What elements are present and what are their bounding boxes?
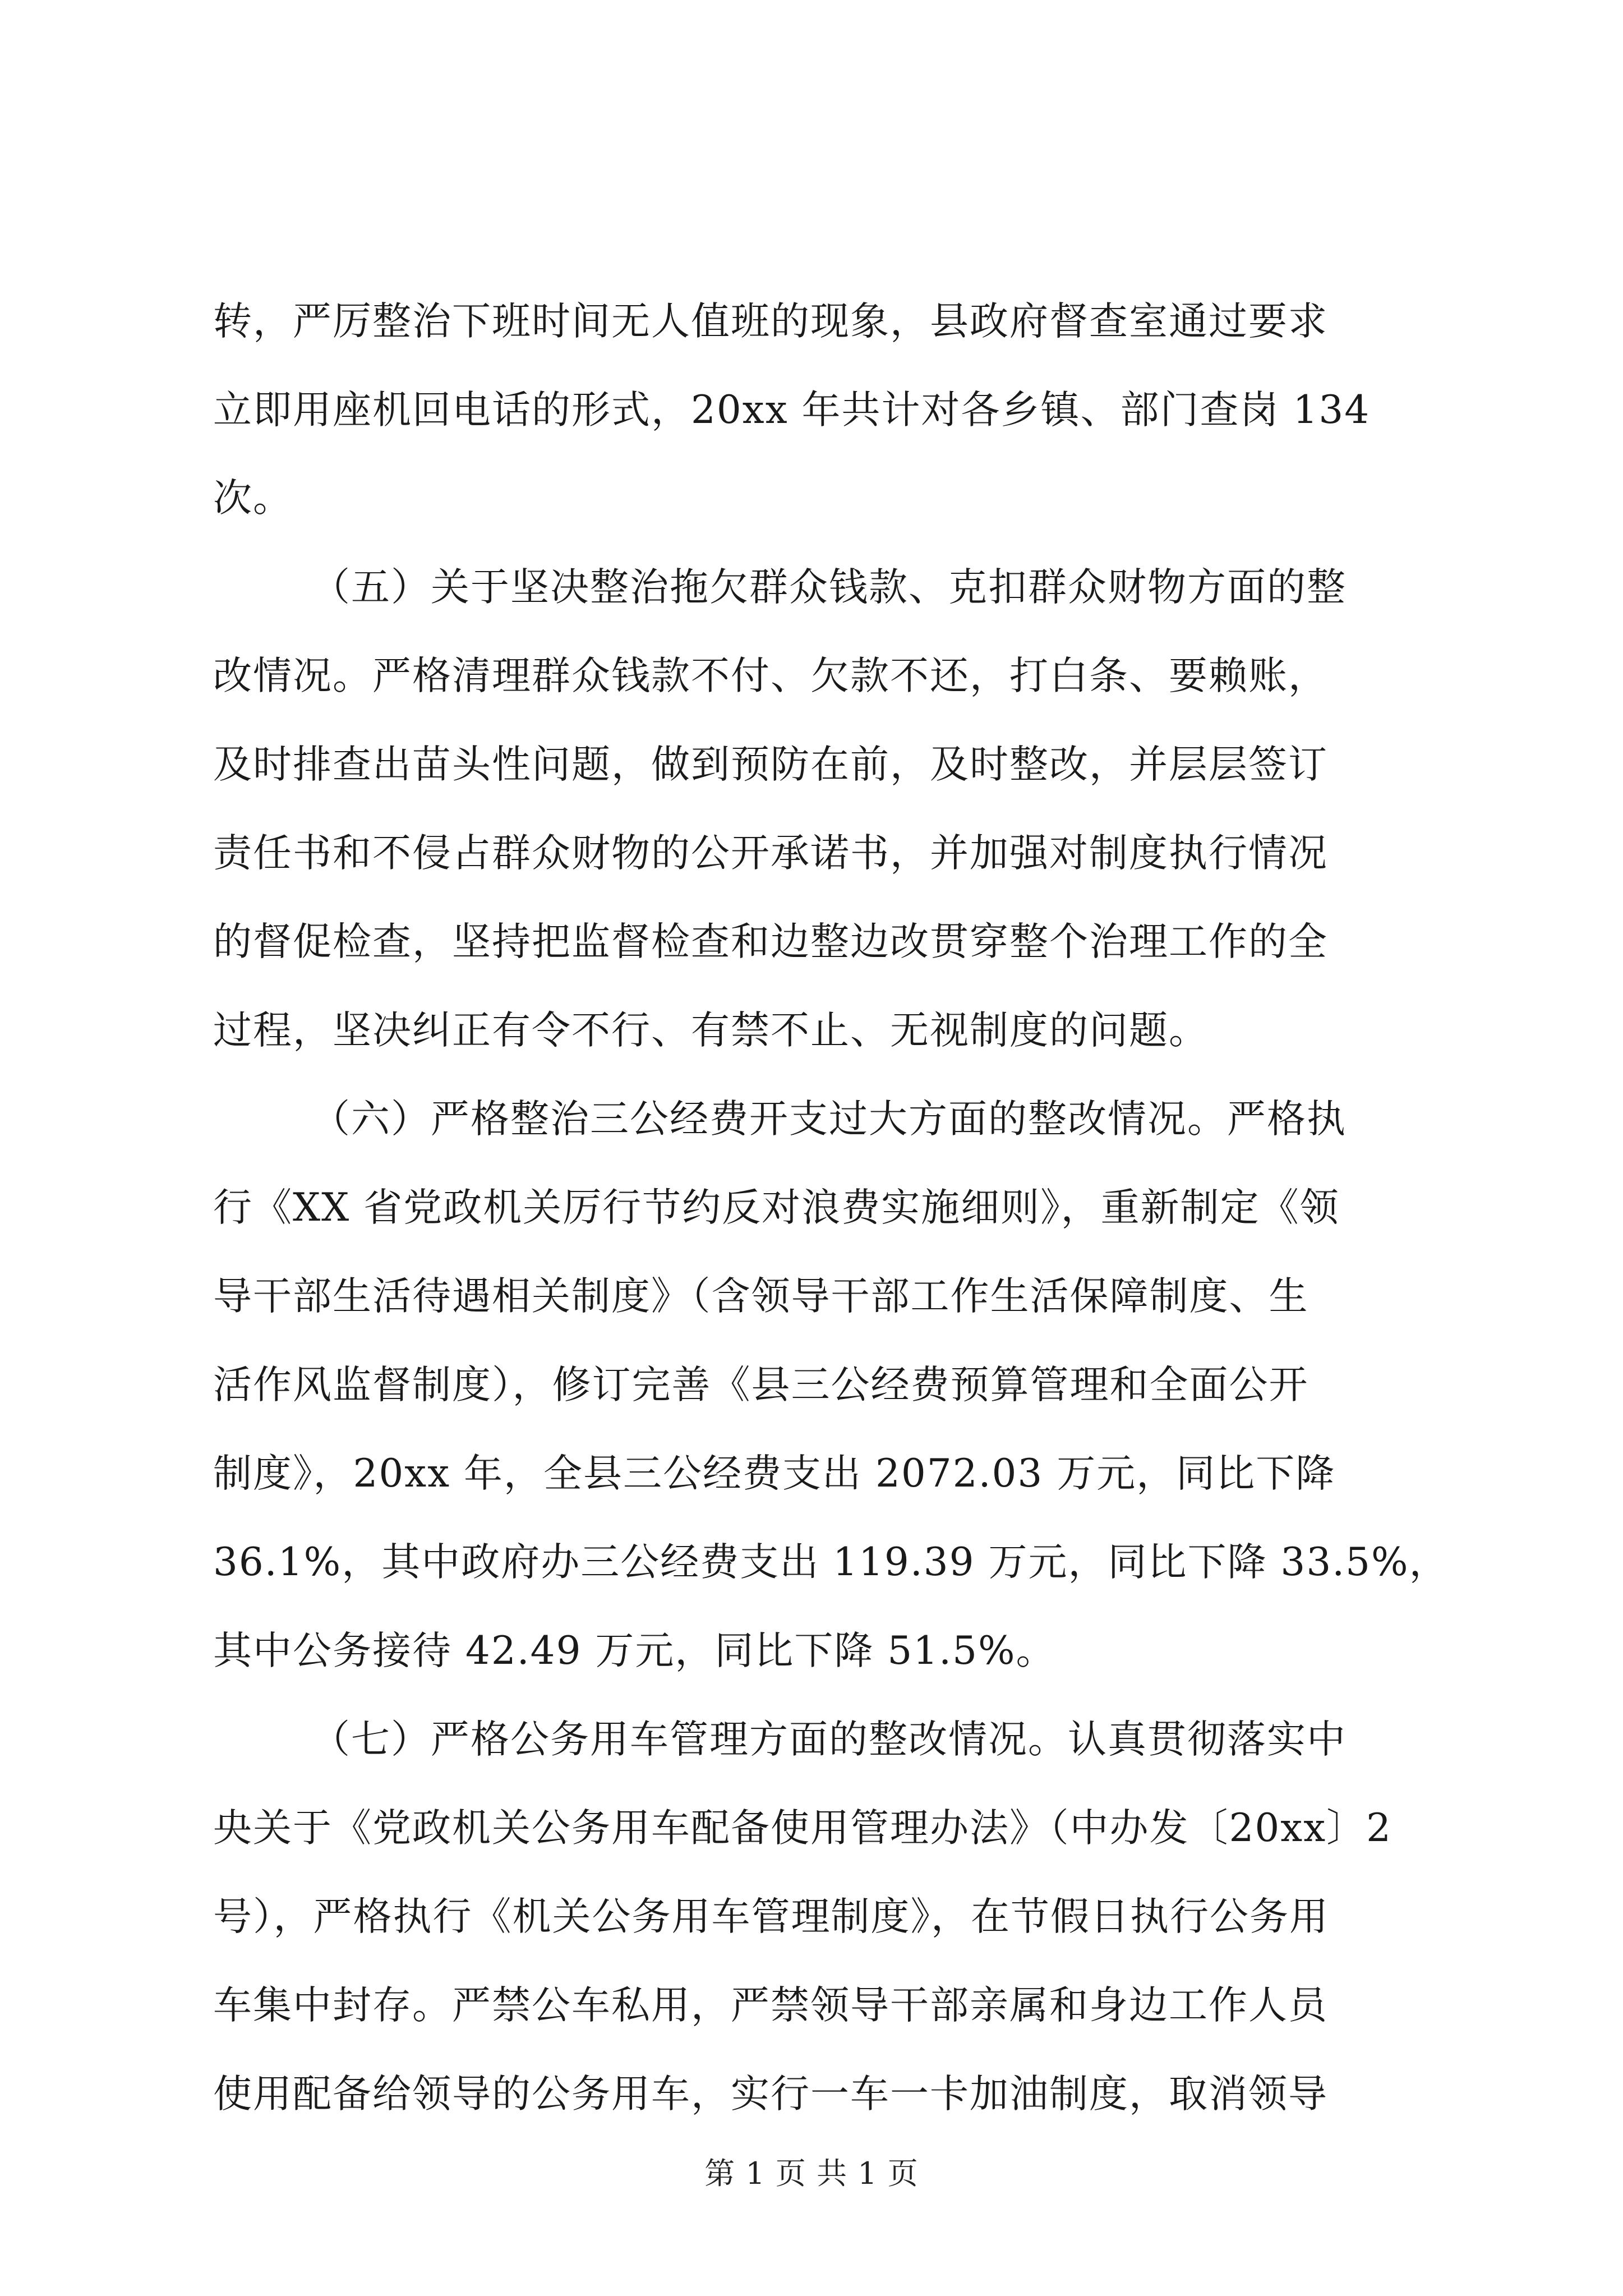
body-line: 车集中封存。严禁公车私用，严禁领导干部亲属和身边工作人员 xyxy=(213,1983,1328,2028)
body-line: 的督促检查，坚持把监督检查和边整边改贯穿整个治理工作的全 xyxy=(213,919,1328,964)
paragraph-start-line: （七）严格公务用车管理方面的整改情况。认真贯彻落实中 xyxy=(311,1717,1347,1762)
page-number-footer: 第 1 页 共 1 页 xyxy=(704,2156,919,2191)
body-line: 活作风监督制度），修订完善《县三公经费预算管理和全面公开 xyxy=(213,1363,1309,1407)
body-line: 责任书和不侵占群众财物的公开承诺书，并加强对制度执行情况 xyxy=(213,831,1328,876)
body-line: 立即用座机回电话的形式，20xx 年共计对各乡镇、部门查岗 134 xyxy=(213,388,1371,432)
body-line: 行《XX 省党政机关厉行节约反对浪费实施细则》，重新制定《领 xyxy=(213,1185,1340,1230)
paragraph-start-line: （六）严格整治三公经费开支过大方面的整改情况。严格执 xyxy=(311,1097,1347,1142)
paragraph-start-line: （五）关于坚决整治拖欠群众钱款、克扣群众财物方面的整 xyxy=(311,565,1347,610)
body-line: 央关于《党政机关公务用车配备使用管理办法》（中办发〔20xx〕2 xyxy=(213,1806,1393,1851)
body-line: 号），严格执行《机关公务用车管理制度》，在节假日执行公务用 xyxy=(213,1894,1329,1939)
body-line: 其中公务接待 42.49 万元，同比下降 51.5%。 xyxy=(213,1628,1056,1673)
body-line: 及时排查出苗头性问题，做到预防在前，及时整改，并层层签订 xyxy=(213,742,1328,787)
body-line: 36.1%，其中政府办三公经费支出 119.39 万元，同比下降 33.5%， xyxy=(213,1540,1449,1585)
body-line: 使用配备给领导的公务用车，实行一车一卡加油制度，取消领导 xyxy=(213,2072,1328,2116)
body-line: 过程，坚决纠正有令不行、有禁不止、无视制度的问题。 xyxy=(213,1008,1209,1053)
body-line: 导干部生活待遇相关制度》（含领导干部工作生活保障制度、生 xyxy=(213,1274,1309,1319)
body-line: 制度》，20xx 年，全县三公经费支出 2072.03 万元，同比下降 xyxy=(213,1451,1336,1496)
body-line: 改情况。严格清理群众钱款不付、欠款不还，打白条、要赖账， xyxy=(213,654,1328,698)
body-line: 转，严厉整治下班时间无人值班的现象，县政府督查室通过要求 xyxy=(213,299,1328,344)
body-line: 次。 xyxy=(213,476,293,521)
